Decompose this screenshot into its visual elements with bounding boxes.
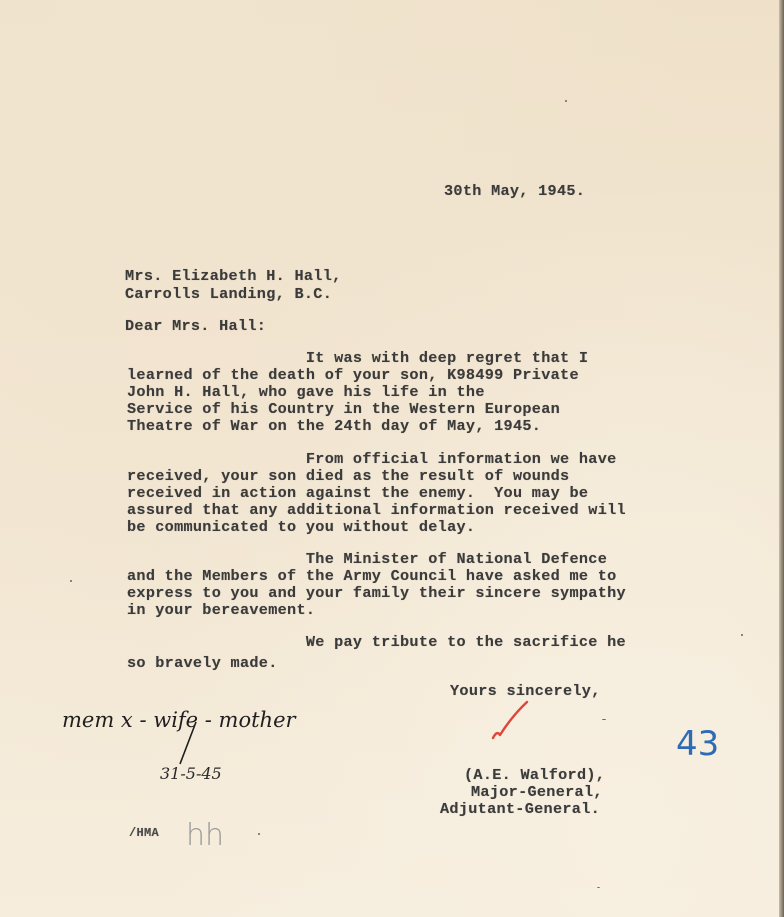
paper-speck: [741, 634, 743, 636]
recipient-address: Carrolls Landing, B.C.: [125, 285, 333, 303]
closing: Yours sincerely,: [450, 682, 601, 700]
recipient-name: Mrs. Elizabeth H. Hall,: [125, 267, 342, 285]
paper-speck: [565, 100, 567, 102]
signatory-title: Adjutant-General.: [440, 800, 601, 818]
paragraph-line: learned of the death of your son, K98499 Private: [127, 366, 579, 384]
paragraph-line: assured that any additional information received will: [127, 501, 626, 519]
paragraph-line: Service of his Country in the Western European: [127, 400, 561, 418]
paper-speck: [70, 580, 72, 582]
page-number: 43: [676, 724, 720, 764]
paragraph-line: received in action against the enemy. You may be: [127, 484, 589, 502]
signatory-name: (A.E. Walford),: [464, 766, 606, 784]
paragraph-line: From official information we have: [127, 450, 617, 468]
paragraph-line: so bravely made.: [127, 654, 278, 672]
handwritten-note: mem x - wife - mother: [62, 708, 296, 732]
ink-speck: [258, 833, 260, 835]
paragraph-line: express to you and your family their sincere sympathy: [127, 584, 626, 602]
salutation: Dear Mrs. Hall:: [125, 317, 267, 335]
paper-speck: [597, 887, 600, 888]
paragraph-line: It was with deep regret that I: [127, 349, 589, 367]
paragraph-line: John H. Hall, who gave his life in the: [127, 383, 485, 401]
paragraph-line: in your bereavement.: [127, 601, 316, 619]
scan-edge: [779, 0, 784, 917]
handwritten-stroke-icon: [176, 720, 200, 768]
paragraph-line: and the Members of the Army Council have asked me to: [127, 567, 617, 585]
paragraph-line: Theatre of War on the 24th day of May, 1945.: [127, 417, 542, 435]
paper-speck: [602, 719, 606, 720]
handwritten-date: 31-5-45: [160, 764, 222, 783]
letter-date: 30th May, 1945.: [444, 182, 586, 200]
signatory-rank: Major-General,: [471, 783, 603, 801]
pencil-initials: hh: [186, 818, 225, 853]
typist-reference: /HMA: [129, 826, 160, 840]
red-checkmark-icon: [490, 700, 530, 742]
paragraph-line: received, your son died as the result of wounds: [127, 467, 570, 485]
paragraph-line: The Minister of National Defence: [127, 550, 608, 568]
paragraph-line: We pay tribute to the sacrifice he: [127, 633, 626, 651]
paragraph-line: be communicated to you without delay.: [127, 518, 476, 536]
